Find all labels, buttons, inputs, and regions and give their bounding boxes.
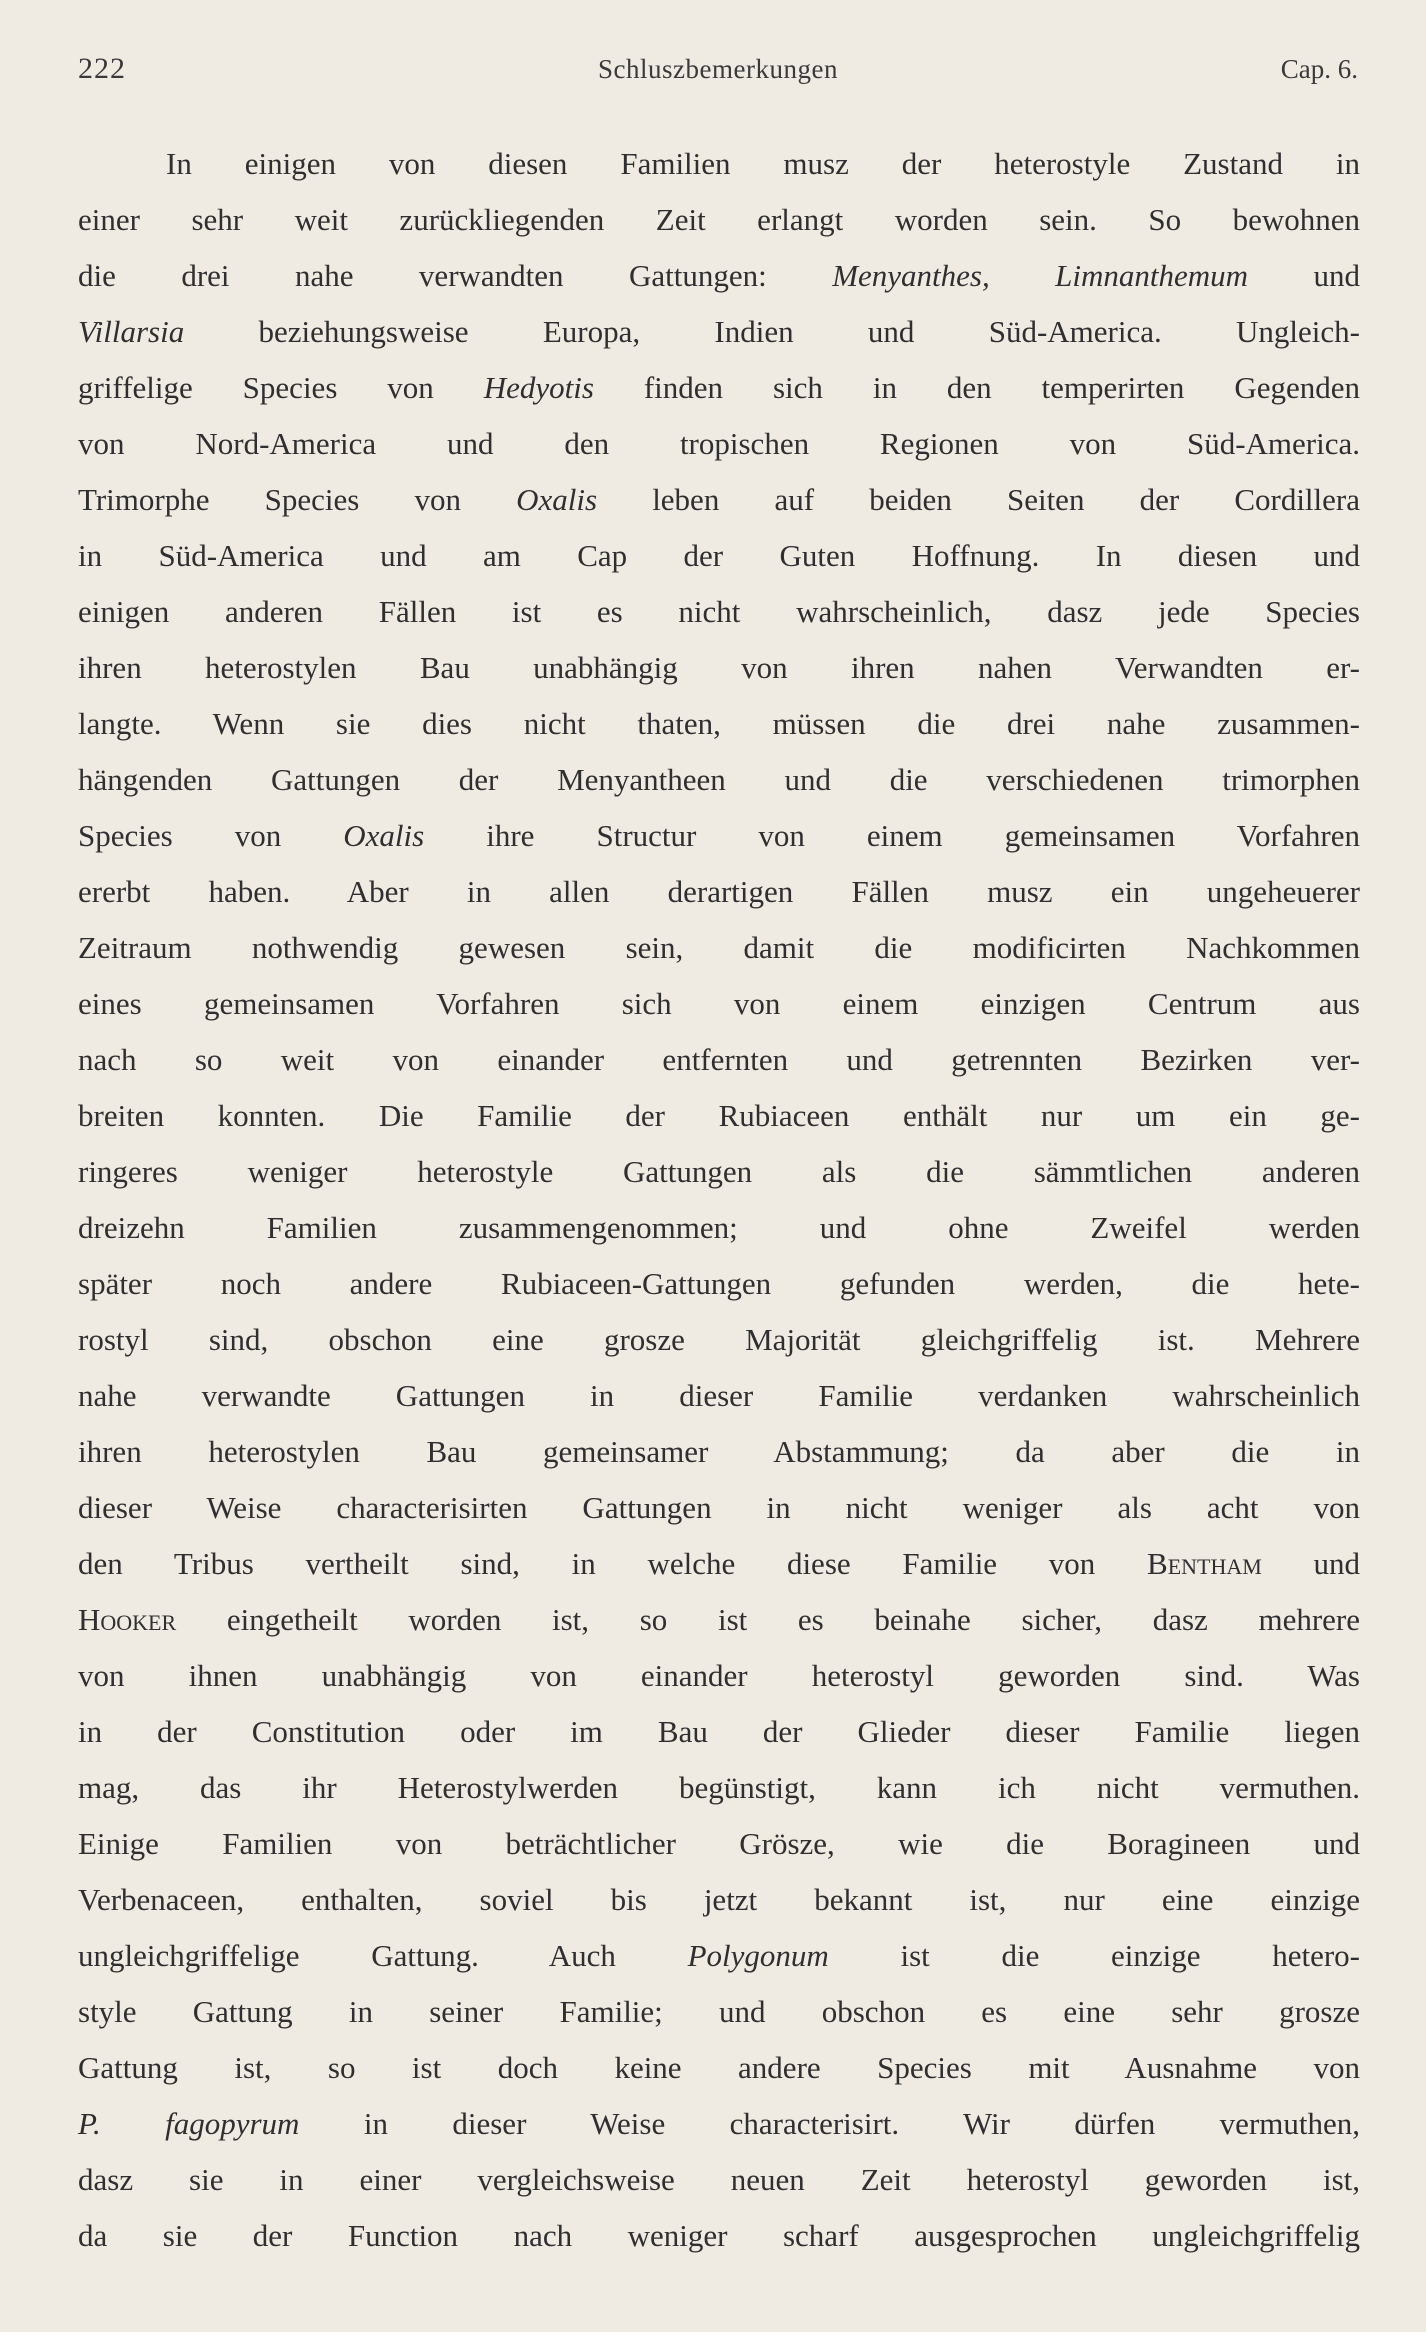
text-segment: eines gemeinsamen Vorfahren sich von einem einzigen Centrum aus — [78, 986, 1360, 1021]
text-segment: die drei nahe verwandten Gattungen: — [78, 258, 833, 293]
text-segment: ihren heterostylen Bau gemeinsamer Abstammung; da aber die in — [78, 1434, 1360, 1469]
text-line — [78, 2040, 1360, 2096]
text-line — [78, 1312, 1360, 1368]
text-line — [78, 808, 1360, 864]
text-line — [78, 1088, 1360, 1144]
text-segment: von ihnen unabhängig von einander heterostyl geworden sind. Was — [78, 1658, 1360, 1693]
text-line — [78, 1648, 1360, 1704]
text-line — [78, 192, 1360, 248]
text-line — [78, 1032, 1360, 1088]
chapter-label: Cap. 6. — [1280, 54, 1358, 84]
text-line — [78, 2208, 1360, 2264]
text-line — [78, 696, 1360, 752]
text-segment: leben auf beiden Seiten der Cordillera — [597, 482, 1360, 517]
text-line — [78, 360, 1360, 416]
text-line — [78, 1256, 1360, 1312]
text-segment: beziehungsweise Europa, Indien und Süd-America. Ungleich- — [184, 314, 1360, 349]
text-line — [78, 1984, 1360, 2040]
text-line — [78, 2096, 1360, 2152]
text-segment: in Süd-America und am Cap der Guten Hoffnung. In diesen und — [78, 538, 1360, 573]
text-segment: Einige Familien von beträchtlicher Grösze, wie die Boragineen und — [78, 1826, 1360, 1861]
text-line — [78, 1144, 1360, 1200]
text-line — [78, 1480, 1360, 1536]
text-segment: Gattung ist, so ist doch keine andere Species mit Ausnahme von — [78, 2050, 1360, 2085]
text-line — [78, 528, 1360, 584]
text-line — [78, 472, 1360, 528]
text-segment: Verbenaceen, enthalten, soviel bis jetzt bekannt ist, nur eine einzige — [78, 1882, 1360, 1917]
text-segment: dasz sie in einer vergleichsweise neuen Zeit heterostyl geworden ist, — [78, 2162, 1360, 2197]
text-line — [78, 640, 1360, 696]
text-line — [78, 1368, 1360, 1424]
text-segment: da sie der Function nach weniger scharf ausgesprochen ungleichgriffelig — [78, 2218, 1360, 2253]
text-line — [78, 1536, 1360, 1592]
text-segment: ungleichgriffelige Gattung. Auch — [78, 1938, 688, 1973]
page-number: 222 — [78, 52, 126, 85]
text-segment: später noch andere Rubiaceen-Gattungen gefunden werden, die hete- — [78, 1266, 1360, 1301]
text-segment: eingetheilt worden ist, so ist es beinahe sicher, dasz mehrere — [176, 1602, 1360, 1637]
text-line — [78, 1200, 1360, 1256]
text-segment: dieser Weise characterisirten Gattungen in nicht weniger als acht von — [78, 1490, 1360, 1525]
running-title: Schluszbemerkungen — [598, 54, 838, 84]
text-line — [78, 248, 1360, 304]
text-segment: dreizehn Familien zusammengenommen; und ohne Zweifel werden — [78, 1210, 1360, 1245]
italic-text: Oxalis — [516, 482, 598, 517]
italic-text: Hedyotis — [483, 370, 594, 405]
text-segment: hängenden Gattungen der Menyantheen und die verschiedenen trimorphen — [78, 762, 1360, 797]
text-segment: mag, das ihr Heterostylwerden begünstigt, kann ich nicht vermuthen. — [78, 1770, 1360, 1805]
text-line — [78, 1760, 1360, 1816]
italic-text: Oxalis — [343, 818, 425, 853]
text-line — [78, 584, 1360, 640]
text-line — [78, 304, 1360, 360]
text-segment: finden sich in den temperirten Gegenden — [593, 370, 1361, 405]
text-segment: von Nord-America und den tropischen Regionen von Süd-America. — [78, 426, 1360, 461]
text-segment: Trimorphe Species von — [78, 482, 517, 517]
text-segment: einer sehr weit zurückliegenden Zeit erlangt worden sein. So bewohnen — [78, 202, 1360, 237]
text-segment: breiten konnten. Die Familie der Rubiaceen enthält nur um ein ge- — [78, 1098, 1360, 1133]
text-line — [78, 1592, 1360, 1648]
text-segment: ihre Structur von einem gemeinsamen Vorfahren — [424, 818, 1360, 853]
italic-text: P. fagopyrum — [78, 2106, 300, 2141]
small-caps-text: Bentham — [1147, 1546, 1262, 1581]
text-segment: und — [1261, 1546, 1361, 1581]
text-segment: rostyl sind, obschon eine grosze Majorität gleichgriffelig ist. Mehrere — [78, 1322, 1360, 1357]
italic-text: Villarsia — [78, 314, 185, 349]
text-line — [78, 136, 1360, 192]
text-segment: einigen anderen Fällen ist es nicht wahrscheinlich, dasz jede Species — [78, 594, 1360, 629]
text-segment: Zeitraum nothwendig gewesen sein, damit die modificirten Nachkommen — [78, 930, 1360, 965]
text-segment: ringeres weniger heterostyle Gattungen als die sämmtlichen anderen — [78, 1154, 1360, 1189]
text-line — [78, 1816, 1360, 1872]
text-segment: langte. Wenn sie dies nicht thaten, müssen die drei nahe zusammen- — [78, 706, 1360, 741]
text-line — [78, 976, 1360, 1032]
text-segment: in der Constitution oder im Bau der Glieder dieser Familie liegen — [78, 1714, 1360, 1749]
text-line — [78, 864, 1360, 920]
italic-text: Menyanthes, Limnanthemum — [832, 258, 1249, 293]
text-segment: ererbt haben. Aber in allen derartigen Fällen musz ein ungeheuerer — [78, 874, 1360, 909]
text-segment: ist die einzige hetero- — [828, 1938, 1360, 1973]
text-segment: style Gattung in seiner Familie; und obschon es eine sehr grosze — [78, 1994, 1360, 2029]
text-segment: griffelige Species von — [78, 370, 484, 405]
text-line — [78, 416, 1360, 472]
text-segment: nahe verwandte Gattungen in dieser Familie verdanken wahrscheinlich — [78, 1378, 1360, 1413]
text-line — [78, 752, 1360, 808]
text-segment: nach so weit von einander entfernten und getrennten Bezirken ver- — [78, 1042, 1360, 1077]
text-line — [78, 1872, 1360, 1928]
body-text — [78, 136, 1360, 2264]
text-segment: ihren heterostylen Bau unabhängig von ihren nahen Verwandten er- — [78, 650, 1360, 685]
italic-text: Polygonum — [687, 1938, 829, 1973]
text-segment: Species von — [78, 818, 344, 853]
running-head — [78, 52, 1358, 102]
text-line — [78, 1424, 1360, 1480]
small-caps-text: Hooker — [78, 1602, 177, 1637]
text-segment: In einigen von diesen Familien musz der heterostyle Zustand in — [166, 146, 1360, 181]
text-segment: und — [1248, 258, 1361, 293]
text-segment: in dieser Weise characterisirt. Wir dürfen vermuthen, — [299, 2106, 1361, 2141]
text-line — [78, 1928, 1360, 1984]
text-line — [78, 2152, 1360, 2208]
text-segment: den Tribus vertheilt sind, in welche diese Familie von — [78, 1546, 1148, 1581]
text-line — [78, 920, 1360, 976]
text-line — [78, 1704, 1360, 1760]
